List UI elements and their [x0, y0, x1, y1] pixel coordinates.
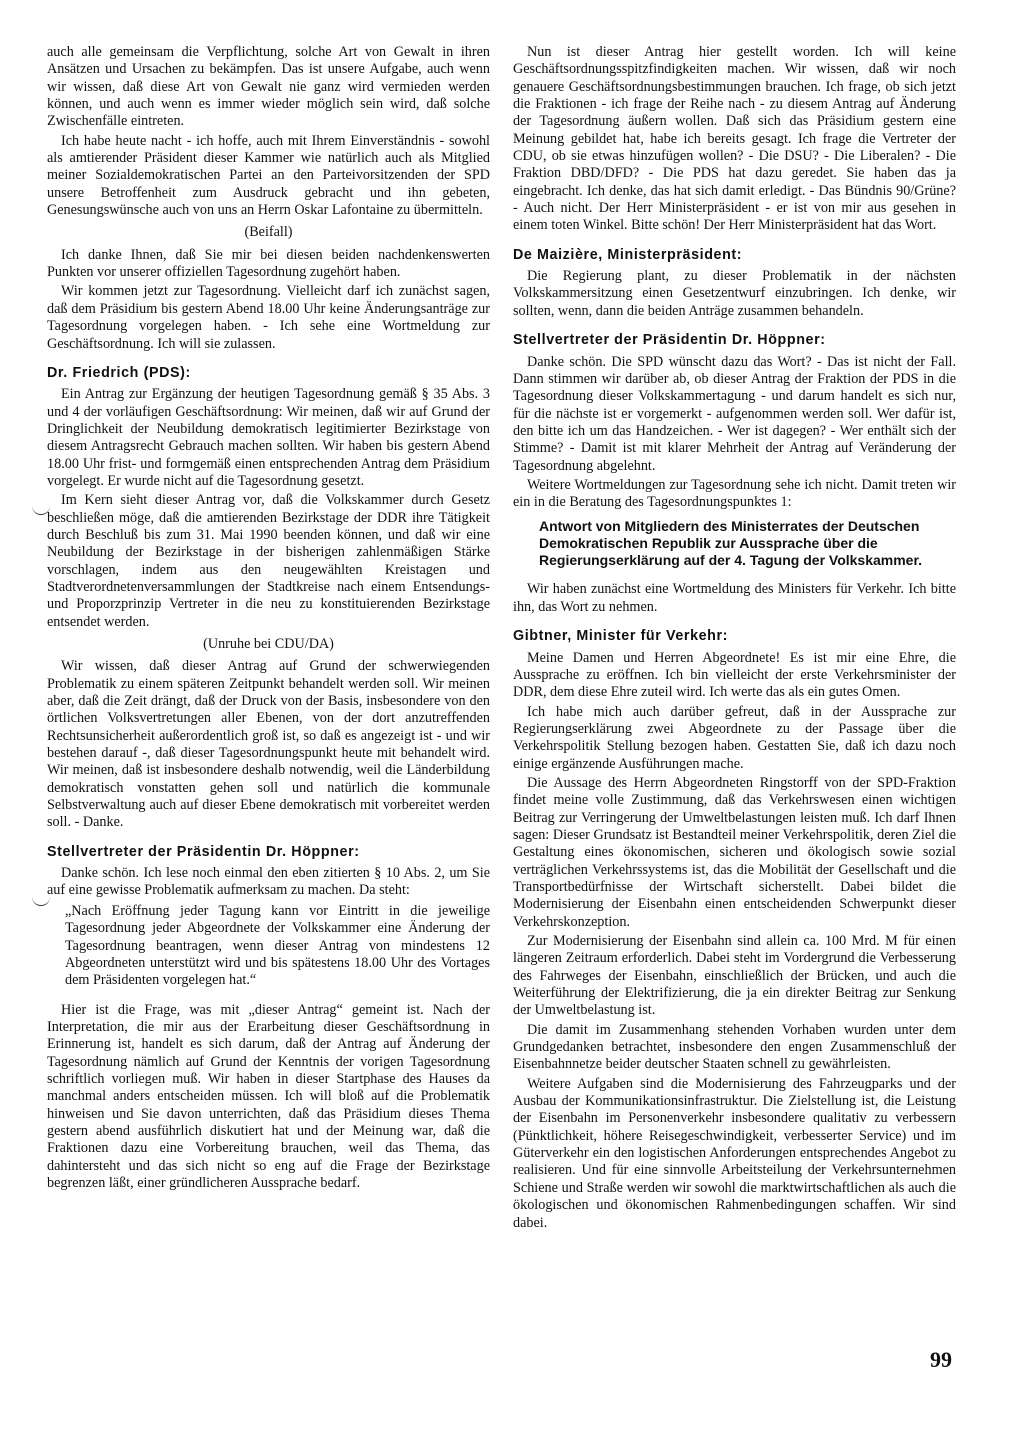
page-number: 99 — [930, 1347, 952, 1372]
paragraph: Die Aussage des Herrn Abgeordneten Ringstorff von der SPD-Fraktion findet meine volle Zustimmung, daß das Verkehrswesen einen wichtigen Beitrag zur Verringerung der Umweltbelastungen leisten muß. Ich darf Ihnen sagen: Dieser Grundsatz ist Bestandteil meiner Verkehrspolitik, deren Ziel die Gestaltung eines ökonomischen, sicheren und ökologisch sowie sozial verträglichen Verkehrssystems ist, das die Mobilität der Gesellschaft und die Transportbedürfnisse der Wirtschaft sicherstellt. Dabei bildet die Modernisierung der Eisenbahn einen entscheidenden Schwerpunkt dieser Verkehrskonzeption. — [513, 774, 956, 930]
paragraph: Danke schön. Die SPD wünscht dazu das Wort? - Das ist nicht der Fall. Dann stimmen wir darüber ab, ob dieser Antrag der Fraktion der PDS in die Tagesordnung dieser Volkskammertagung - und darum handelt es sich nur, für die nächste ist er vorgemerkt - aufgenommen werden soll. Wer dafür ist, den bitte ich um das Handzeichen. - Wer ist dagegen? - Wer enthält sich der Stimme? - Damit ist mit klarer Mehrheit der Antrag auf Veränderung der Tagesordnung abgelehnt. — [513, 353, 956, 474]
paragraph: Meine Damen und Herren Abgeordnete! Es ist mir eine Ehre, die Aussprache zu eröffnen. Ich bin vielleicht der erste Verkehrsminister der DDR, dem diese Ehre zuteil wird. Ich werte das als ein gutes Omen. — [513, 649, 956, 701]
speaker-heading: Stellvertreter der Präsidentin Dr. Höppner: — [47, 843, 360, 860]
paragraph: Nun ist dieser Antrag hier gestellt worden. Ich will keine Geschäftsordnungsspitzfindigkeiten machen. Wir wissen, daß wir noch genauere Geschäftsordnungsbestimmungen brauchen. Ich frage, ob sich jetzt die Fraktionen - ich frage der Reihe nach - zu diesem Antrag auf Änderung der Tagesordnung äußern wollen. Daß sich das Präsidium gestern eine Meinung gebildet hat, habe ich bereits gesagt. Ich frage die Vertreter der CDU, ob sie etwas hinzufügen wollen? - Die DSU? - Die Liberalen? - Die Fraktion DBD/DFD? - Die PDS hat dazu geredet. Sie haben das ja eingebracht. Ich denke, das hat sich damit erledigt. - Das Bündnis 90/Grüne? - Auch nicht. Der Herr Ministerpräsident - er ist von mir aus gesehen in einem toten Winkel. Bitte schön! Der Herr Ministerpräsident hat das Wort. — [513, 44, 956, 234]
agenda-item: Antwort von Mitgliedern des Ministerrates der Deutschen Demokratischen Republik zur Aussprache über die Regierungserklärung auf der 4. Tagung der Volkskammer. — [539, 517, 923, 569]
interjection: (Beifall) — [244, 224, 293, 241]
speaker-heading: Dr. Friedrich (PDS): — [47, 364, 191, 381]
speaker-heading: Gibtner, Minister für Verkehr: — [513, 628, 729, 645]
paragraph: Wir haben zunächst eine Wortmeldung des Ministers für Verkehr. Ich bitte ihn, das Wort zu nehmen. — [513, 581, 956, 615]
paragraph: Zur Modernisierung der Eisenbahn sind allein ca. 100 Mrd. M für einen längeren Zeitraum erforderlich. Dabei steht im Vordergrund die Verbesserung des Fahrweges der Eisenbahn, einschließlich der Brücken, und auch die Weiterführung der Elektrifizierung, die ja ein direkter Beitrag zur Senkung der Umweltbelastung ist. — [513, 933, 956, 1019]
paragraph: auch alle gemeinsam die Verpflichtung, solche Art von Gewalt in ihren Ansätzen und Ursachen zu bekämpfen. Das ist unsere Aufgabe, auch wenn wir wissen, daß diese Art von Gewalt nie ganz wird vermieden werden können, und auch wenn es immer wieder möglich sein wird, daß solche Zwischenfälle eintreten. — [47, 44, 490, 130]
paragraph: Wir wissen, daß dieser Antrag auf Grund der schwerwiegenden Problematik zu einem späteren Zeitpunkt behandelt werden soll. Wir meinen aber, daß die Zeit drängt, daß der Druck von der Basis, insbesondere von den örtlichen Volksvertretungen aller Ebenen, von der dort anzutreffenden Rechtsunsicherheit außerordentlich groß ist, so daß es angezeigt ist - und wir bestehen darauf -, daß dieser Tagesordnungspunkt heute mit behandelt wird. Wir meinen, daß ist insbesondere deshalb notwendig, weil die Länderbildung demokratisch vonstatten gehen soll und natürlich die kommunale Selbstverwaltung auch auf dieser Ebene demokratisch mit vorbereitet werden soll. - Danke. — [47, 658, 490, 831]
paragraph: Danke schön. Ich lese noch einmal den eben zitierten § 10 Abs. 2, um Sie auf eine gewisse Problematik aufmerksam zu machen. Da steht: — [47, 865, 490, 899]
paragraph: Ich danke Ihnen, daß Sie mir bei diesen beiden nachdenkenswerten Punkten vor unserer offiziellen Tagesordnung zugehört haben. — [47, 246, 490, 281]
right-column — [513, 44, 956, 1234]
interjection: (Unruhe bei CDU/DA) — [203, 636, 334, 652]
paragraph: Ich habe heute nacht - ich hoffe, auch mit Ihrem Einverständnis - sowohl als amtierender Präsident dieser Kammer wie natürlich auch als Mitglied meiner Sozialdemokratischen Partei an den Parteivorsitzenden der SPD unsere Betroffenheit zum Ausdruck gebracht und ihn gebeten, Genesungswünsche auch von uns an Herrn Oskar Lafontaine zu übermitteln. — [47, 132, 490, 219]
paragraph: Im Kern sieht dieser Antrag vor, daß die Volkskammer durch Gesetz beschließen möge, daß die amtierenden Bezirkstage der DDR ihre Tätigkeit durch Beschluß bis zum 31. Mai 1990 beenden können, und daß wir eine Neubildung der Bezirkstage in der bisherigen zahlenmäßigen Stärke vorschlagen, indem aus den neugewählten Kreistagen und Stadtverordnetenversammlungen der Stadtkreise nach einem Entsendungs- und Proporzprinzip Vertreter in die neu zu konstituierenden Bezirkstage entsendet werden. — [47, 492, 490, 630]
paragraph: Weitere Aufgaben sind die Modernisierung des Fahrzeugparks und der Ausbau der Kommunikationsinfrastruktur. Die Zielstellung ist, die Leistung der Eisenbahn im Personenverkehr insbesondere qualitativ zu verbessern (Pünktlichkeit, höhere Reisegeschwindigkeit, verbesserter Service) und im Güterverkehr ein den logistischen Anforderungen entsprechendes Angebot zu realisieren. Und für eine sinnvolle Arbeitsteilung der Verkehrsunternehmen Schiene und Straße werden wir sowohl die marktwirtschaftlichen als auch die ökologischen und ökonomischen Rahmenbedingungen schaffen. Wir sind dabei. — [513, 1075, 956, 1231]
paragraph: Weitere Wortmeldungen zur Tagesordnung sehe ich nicht. Damit treten wir ein in die Beratung des Tagesordnungspunktes 1: — [513, 476, 956, 511]
paragraph: Ich habe mich auch darüber gefreut, daß in der Aussprache zur Regierungserklärung zwei Abgeordnete zu der Passage über die Verkehrspolitik Stellung bezogen haben. Gestatten Sie, daß ich dazu noch einige ergänzende Ausführungen mache. — [513, 703, 956, 772]
speaker-heading: Stellvertreter der Präsidentin Dr. Höppner: — [513, 332, 826, 349]
left-column — [47, 44, 490, 1194]
speaker-heading: De Maizière, Ministerpräsident: — [513, 246, 743, 263]
paragraph: Die damit im Zusammenhang stehenden Vorhaben wurden unter dem Grundgedanken betrachtet, insbesondere den engen Zusammenschluß der Eisenbahnnetze beider deutscher Staaten schnell zu gewährleisten. — [513, 1021, 956, 1073]
paragraph: Hier ist die Frage, was mit „dieser Antrag“ gemeint ist. Nach der Interpretation, die mir aus der Erarbeitung dieser Geschäftsordnung in Erinnerung ist, handelt es sich darum, daß der Antrag auf Änderung der Tagesordnung nämlich auf Grund der Kenntnis der vorigen Tagesordnung schriftlich vorliegen muß. Wir haben in dieser Startphase des Hauses da manchmal anders entscheiden müssen. Ich will bloß auf die Problematik hinweisen und Sie davon unterrichten, daß das Präsidium dieses Thema gestern abend ausführlich diskutiert hat und der Meinung war, daß die Fraktionen dazu eine Vorbereitung brauchen, weil das Thema, das dahintersteht und das sich nicht so eng auf die Frage der Bezirkstage begrenzen läßt, einer gründlicheren Aussprache bedarf. — [47, 1001, 490, 1191]
block-quote: „Nach Eröffnung jeder Tagung kann vor Eintritt in die jeweilige Tagesordnung jeder Abgeordnete der Volkskammer eine Änderung der Tagesordnung beantragen, wenn dieser Antrag von mindestens 12 Abgeordneten unterstützt wird und bis spätestens 18.00 Uhr des Vortages dem Präsidenten vorgelegen hat.“ — [65, 902, 490, 989]
paragraph: Ein Antrag zur Ergänzung der heutigen Tagesordnung gemäß § 35 Abs. 3 und 4 der vorläufigen Geschäftsordnung: Wir meinen, daß wir auf Grund der Dringlichkeit der Neubildung demokratisch legitimierter Bezirkstage von diesem Antragsrecht Gebrauch machen sollten. Wir haben bis gestern Abend 18.00 Uhr frist- und formgemäß einen entsprechenden Antrag dem Präsidium vorgelegt. Er wurde nicht auf die Tagesordnung gesetzt. — [47, 386, 490, 489]
paragraph: Die Regierung plant, zu dieser Problematik in der nächsten Volkskammersitzung einen Gesetzentwurf einzubringen. Ich denke, wir sollten, wenn, dann die beiden Anträge zusammen behandeln. — [513, 268, 956, 319]
paragraph: Wir kommen jetzt zur Tagesordnung. Vielleicht darf ich zunächst sagen, daß dem Präsidium bis gestern Abend 18.00 Uhr keine Änderungsanträge zur Tagesordnung vorgelegen haben. - Ich sehe eine Wortmeldung zur Geschäftsordnung. Ich will sie zulassen. — [47, 283, 490, 352]
